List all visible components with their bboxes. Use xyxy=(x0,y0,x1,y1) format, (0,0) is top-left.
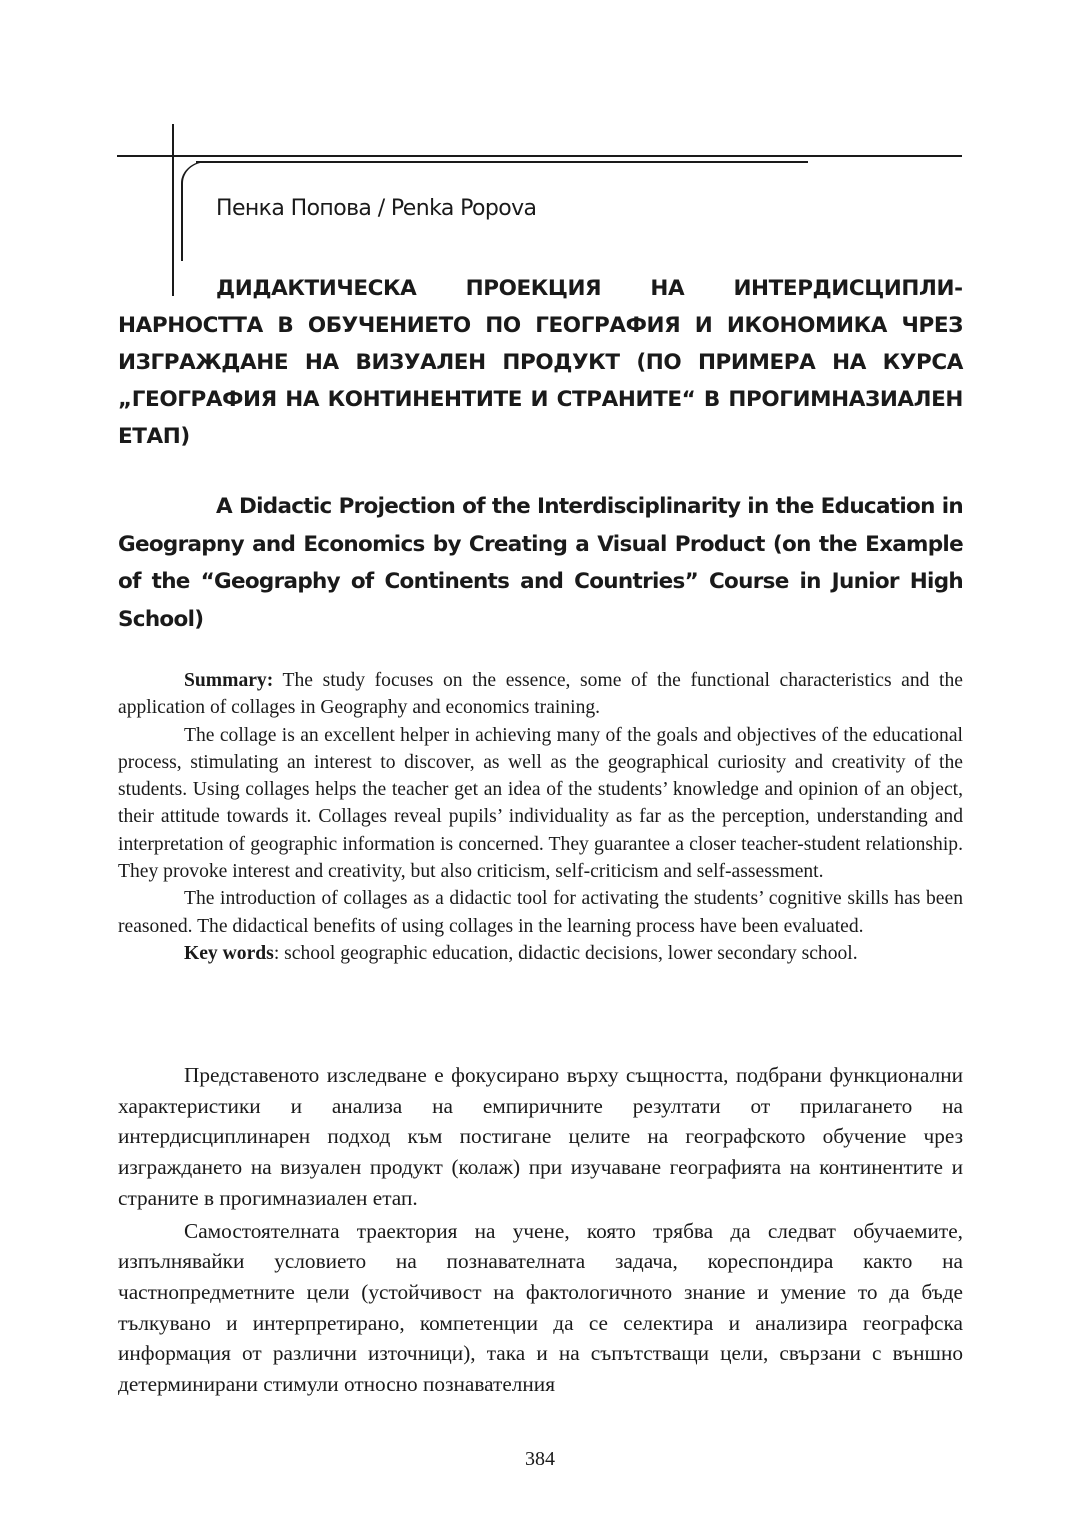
abstract-keywords xyxy=(118,940,963,967)
author-name: Пенка Попова / Penka Popova xyxy=(216,196,537,221)
keywords-text: : school geographic education, didactic decisions, lower secondary school. xyxy=(273,942,858,964)
header-rule-inner xyxy=(196,161,808,163)
summary-text: The study focuses on the essence, some of the functional characteristics and the application of collages in Geography and economics training. xyxy=(118,670,963,719)
body-text xyxy=(118,1060,963,1400)
header-ornament-curve xyxy=(181,161,211,261)
summary-label: Summary: xyxy=(184,670,274,691)
abstract-summary xyxy=(118,667,963,722)
title-english: A Didactic Projection of the Interdisciplinarity in the Education in Geograpny and Economics by Creating a Visual Product (on the Example of the “Geography of Continents and Countries” Course in Junior High School) xyxy=(118,494,963,632)
body-paragraph: Представеното изследване е фокусирано върху същността, подбрани функционални характеристики и анализа на емпиричните резултати от прилагането на интердисциплинарен подход към постигане целите на географското обучение чрез изграждането на визуален продукт (колаж) при изучаване географията на континентите и страните в прогимназиален етап. xyxy=(118,1063,963,1210)
keywords-label: Key words xyxy=(184,942,274,964)
abstract-paragraph: The collage is an excellent helper in achieving many of the goals and objectives of the educational process, stimulating an interest to discover, as well as the geographical curiosity and creativity of the students. Using collages helps the teacher get an idea of the students’ knowledge and opinion of an object, their attitude towards it. Collages reveal pupils’ individuality as far as the perception, understanding and interpretation of geographic information is concerned. They guarantee a closer teacher-student relationship. They provoke interest and creativity, but also criticism, self-criticism and self-assessment. xyxy=(118,724,963,883)
page-number: 384 xyxy=(525,1448,555,1470)
header-rule-horizontal xyxy=(117,155,962,157)
abstract xyxy=(118,667,963,967)
abstract-paragraph: The introduction of collages as a didactic tool for activating the students’ cognitive skills has been reasoned. The didactical benefits of using collages in the learning process have been evaluated. xyxy=(118,888,963,937)
body-paragraph: Самостоятелната траектория на учене, която трябва да следват обучаемите, изпълнявайки условието на познавателната задача, кореспондира както на частнопредметните цели (устойчивост на фактологичното знание и умение то да бъде тълкувано и интерпретирано, компетенции да се селектира и анализира географска информация от различни източници), така и на съпътстващи цели, свързани с външно детерминирани стимули относно познавателния xyxy=(118,1218,963,1397)
title-bulgarian: ДИДАКТИЧЕСКА ПРОЕКЦИЯ НА ИНТЕРДИСЦИПЛИНАРНОСТТА В ОБУЧЕНИЕТО ПО ГЕОГРАФИЯ И ИКОНОМИКА ЧРЕЗ ИЗГРАЖДАНЕ НА ВИЗУАЛЕН ПРОДУКТ (ПО ПРИМЕРА НА КУРСА „ГЕОГРАФИЯ НА КОНТИНЕНТИТЕ И СТРАНИТЕ“ В ПРОГИМНАЗИАЛЕН ЕТАП) xyxy=(118,276,963,449)
